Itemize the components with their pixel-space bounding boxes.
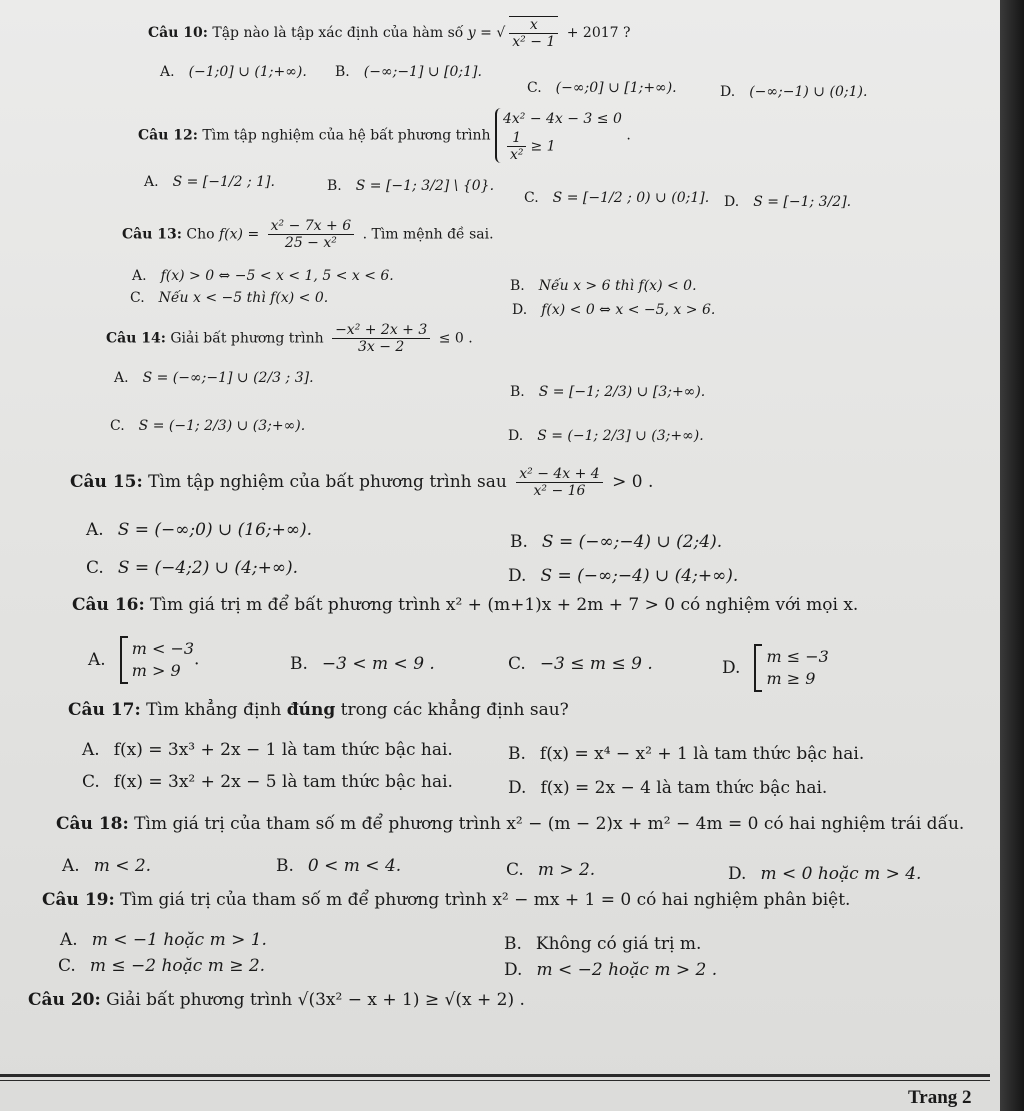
q10-option-c: C. (−∞;0] ∪ [1;+∞). (527, 80, 677, 96)
q13-option-b: B. Nếu x > 6 thì f(x) < 0. (510, 278, 697, 294)
q13-option-c: C. Nếu x < −5 thì f(x) < 0. (130, 290, 329, 306)
q14-option-c: C. S = (−1; 2/3) ∪ (3;+∞). (110, 418, 306, 434)
page-number: Trang 2 (908, 1087, 972, 1108)
q16-option-d: D. m ≤ −3 m ≥ 9 (722, 644, 829, 692)
question-10: Câu 10: Tập nào là tập xác định của hàm số y = √ $\frac{x}{\text{x² − 1}}$ + 2017 ? (148, 17, 631, 50)
q13-option-a: A. f(x) > 0 ⇔ −5 < x < 1, 5 < x < 6. (132, 268, 394, 284)
q10-option-d: D. (−∞;−1) ∪ (0;1). (720, 84, 868, 100)
q13-option-d: D. f(x) < 0 ⇔ x < −5, x > 6. (512, 302, 716, 318)
q15-option-a: A. S = (−∞;0) ∪ (16;+∞). (86, 520, 313, 540)
q18-option-d: D. m < 0 hoặc m > 4. (728, 864, 922, 884)
q18-option-a: A. m < 2. (62, 856, 152, 876)
footer-rule-thin (0, 1080, 990, 1081)
q17-option-c: C. f(x) = 3x² + 2x − 5 là tam thức bậc hai. (82, 772, 453, 792)
q19-option-d: D. m < −2 hoặc m > 2 . (504, 960, 718, 980)
footer-rule (0, 1074, 990, 1077)
question-12: Câu 12: Tìm tập nghiệm của hệ bất phương trình 4x² − 4x − 3 ≤ 0 $\frac{1}{\text{x²}}$ ≥ 1 . (138, 108, 631, 163)
question-13: Câu 13: Cho f(x) = $\frac{\text{x² − 7x + 6}}{\text{25 − x²}}$ . Tìm mệnh đề sai. (122, 218, 494, 251)
q17-option-d: D. f(x) = 2x − 4 là tam thức bậc hai. (508, 778, 828, 798)
question-17: Câu 17: Tìm khẳng định đúng trong các khẳng định sau? (68, 700, 569, 720)
q10-option-a: A. (−1;0] ∪ (1;+∞). (160, 64, 307, 80)
q12-option-a: A. S = [−1/2 ; 1]. (144, 174, 275, 190)
q14-option-b: B. S = [−1; 2/3) ∪ [3;+∞). (510, 384, 706, 400)
q12-option-c: C. S = [−1/2 ; 0) ∪ (0;1]. (524, 190, 710, 206)
q16-option-b: B. −3 < m < 9 . (290, 654, 435, 674)
q18-option-c: C. m > 2. (506, 860, 596, 880)
question-19: Câu 19: Tìm giá trị của tham số m để phương trình x² − mx + 1 = 0 có hai nghiệm phân biệt. (42, 890, 851, 910)
q17-option-a: A. f(x) = 3x³ + 2x − 1 là tam thức bậc hai. (82, 740, 453, 760)
q10-option-b: B. (−∞;−1] ∪ [0;1]. (335, 64, 482, 80)
question-20: Câu 20: Giải bất phương trình √(3x² − x + 1) ≥ √(x + 2) . (28, 990, 525, 1010)
q19-option-b: B. Không có giá trị m. (504, 934, 702, 954)
question-18: Câu 18: Tìm giá trị của tham số m để phương trình x² − (m − 2)x + m² − 4m = 0 có hai nghiệm trái dấu. (56, 814, 965, 834)
q14-option-d: D. S = (−1; 2/3] ∪ (3;+∞). (508, 428, 704, 444)
q18-option-b: B. 0 < m < 4. (276, 856, 402, 876)
q15-option-c: C. S = (−4;2) ∪ (4;+∞). (86, 558, 299, 578)
question-14: Câu 14: Giải bất phương trình $\frac{\text{−x² + 2x + 3}}{3x - 2}$ ≤ 0 . (106, 322, 473, 355)
q12-option-d: D. S = [−1; 3/2]. (724, 194, 852, 210)
q14-option-a: A. S = (−∞;−1] ∪ (2/3 ; 3]. (114, 370, 314, 386)
q15-option-b: B. S = (−∞;−4) ∪ (2;4). (510, 532, 723, 552)
q19-option-c: C. m ≤ −2 hoặc m ≥ 2. (58, 956, 266, 976)
q12-option-b: B. S = [−1; 3/2] \ {0}. (327, 178, 495, 194)
photo-edge-shadow (1000, 0, 1024, 1111)
q16-option-c: C. −3 ≤ m ≤ 9 . (508, 654, 653, 674)
q16-option-a: A. m < −3 m > 9 . (88, 636, 199, 684)
question-15: Câu 15: Tìm tập nghiệm của bất phương trình sau $\frac{\text{x² − 4x + 4}}{\text{x² − 16}}$ > 0 . (70, 466, 654, 499)
question-label: Câu 10: (148, 25, 208, 41)
question-16: Câu 16: Tìm giá trị m để bất phương trình x² + (m+1)x + 2m + 7 > 0 có nghiệm với mọi x. (72, 595, 859, 615)
q19-option-a: A. m < −1 hoặc m > 1. (60, 930, 267, 950)
q17-option-b: B. f(x) = x⁴ − x² + 1 là tam thức bậc hai. (508, 744, 865, 764)
q15-option-d: D. S = (−∞;−4) ∪ (4;+∞). (508, 566, 739, 586)
